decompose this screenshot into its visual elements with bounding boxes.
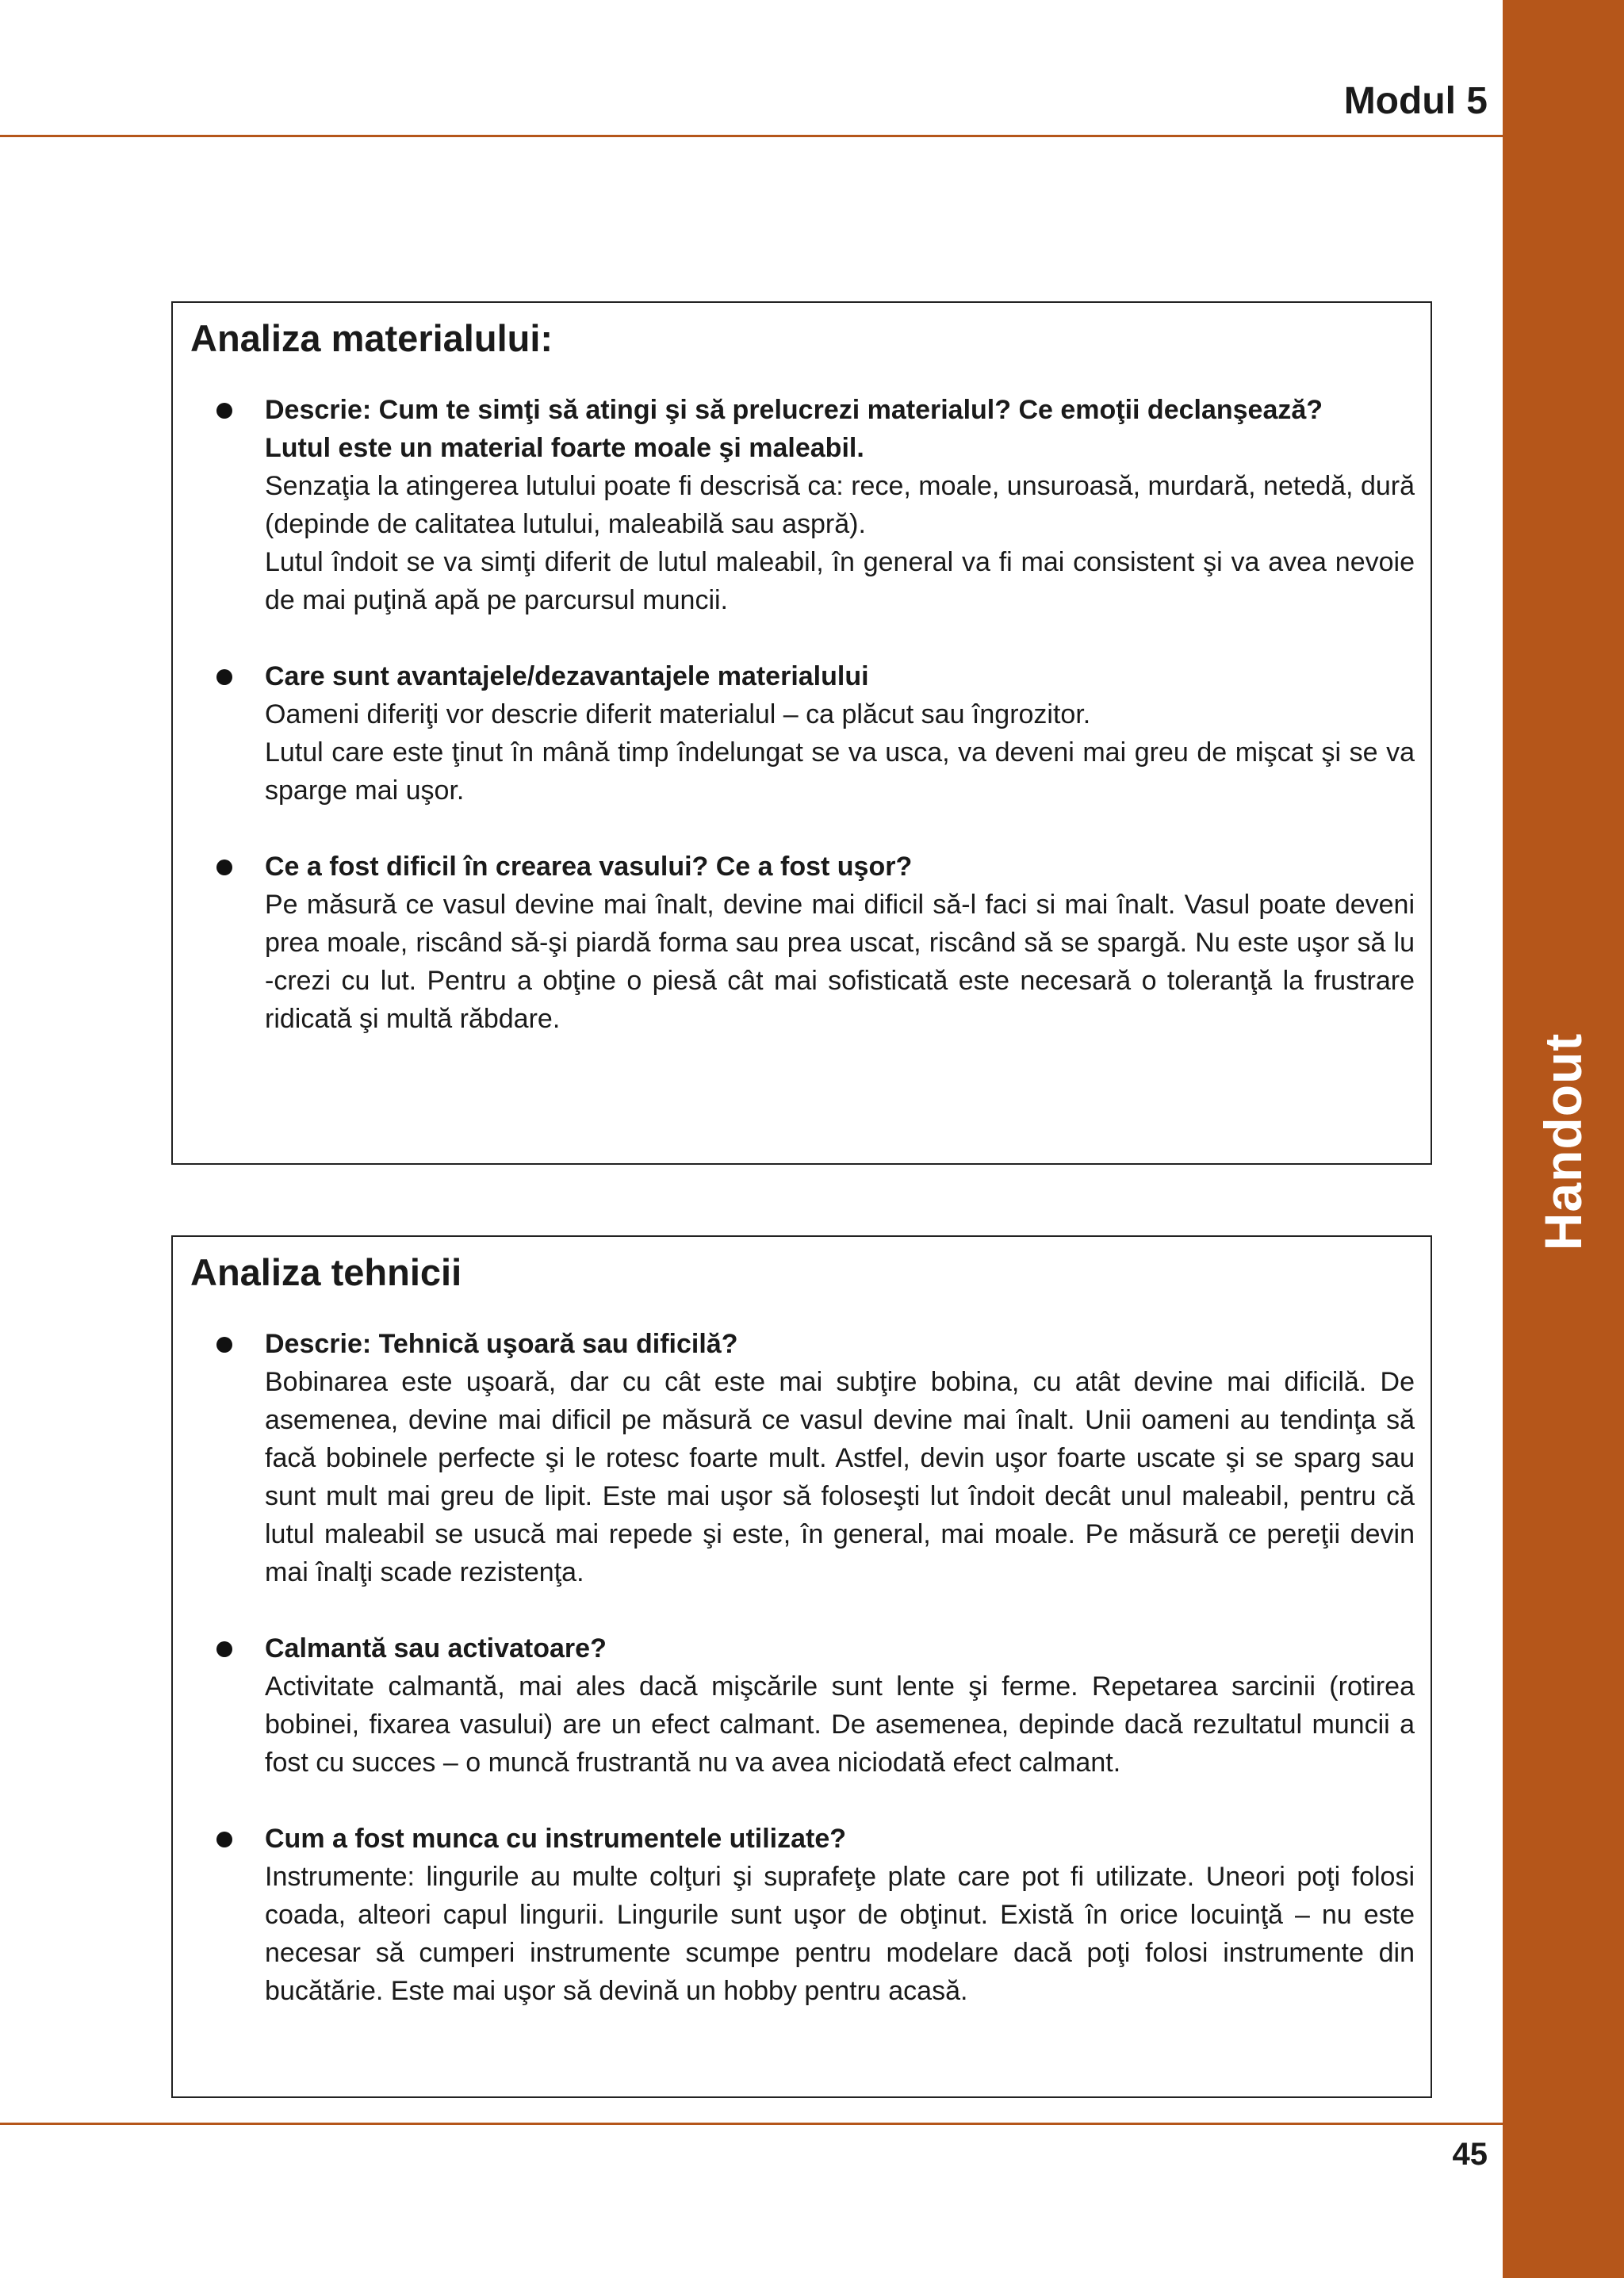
answer-text: Pe măsură ce vasul devine mai înalt, devine mai dificil să-l faci si mai înalt. Vasul poate deveni prea moale, riscând să-şi piardă forma sau prea uscat, riscând să se spargă. Nu este uşor să lu -crezi cu lut. Pentru a obţine o piesă cât mai sofisticată este necesară o toleranţă la frustrare ridicată şi multă răbdare. (265, 890, 1415, 1035)
footer-rule (0, 2123, 1503, 2125)
bullet-icon (216, 860, 232, 875)
answer-text: Bobinarea este uşoară, dar cu cât este mai subţire bobina, cu atât devine mai dificilă. De asemenea, devine mai dificil pe măsură ce vasul devine mai înalt. Unii oameni au tendinţa să facă bobinele perfecte şi le rotesc foarte mult. Astfel, devin uşor foarte uscate şi se sparg sau sunt mult mai greu de lipit. Este mai uşor să foloseşti lut îndoit decât unul maleabil, pentru că lutul maleabil se usucă mai repede şi este, în general, mai moale. Pe măsură ce pereţii devin mai înalţi scade rezistenţa. (265, 1367, 1415, 1588)
list-item (190, 848, 1415, 1038)
list-item (190, 1325, 1415, 1591)
bullet-icon (216, 1832, 232, 1847)
question-text: Cum a fost munca cu instrumentele utilizate? (265, 1824, 847, 1855)
answer-text: Instrumente: lingurile au multe colţuri şi suprafeţe plate care pot fi utilizate. Uneori poţi folosi coada, alteori capul lingurii. Lingurile sunt uşor de obţinut. Există în orice locuinţă – nu este necesar să cumperi instrumente scumpe pentru modelare dacă poţi folosi instrumente din bucătărie. Este mai uşor să devină un hobby pentru acasă. (265, 1862, 1415, 2007)
answer-text: Lutul care este ţinut în mână timp îndelungat se va usca, va deveni mai greu de mişcat şi se va sparge mai uşor. (265, 737, 1415, 806)
list-item (190, 391, 1415, 619)
question-text: Lutul este un material foarte moale şi maleabil. (265, 433, 864, 464)
section-technique-analysis (171, 1235, 1432, 2098)
module-title: Modul 5 (1343, 80, 1488, 122)
list-item (190, 657, 1415, 810)
list-item (190, 1820, 1415, 2010)
list-item (190, 1629, 1415, 1782)
section-title: Analiza tehnicii (190, 1251, 462, 1293)
header-rule (0, 135, 1503, 137)
question-text: Care sunt avantajele/dezavantajele materialului (265, 661, 869, 692)
answer-text: Lutul îndoit se va simţi diferit de lutul maleabil, în general va fi mai consistent şi va avea nevoie de mai puţină apă pe parcursul muncii. (265, 547, 1415, 616)
bullet-icon (216, 669, 232, 685)
answer-text: Oameni diferiţi vor descrie diferit materialul – ca plăcut sau îngrozitor. (265, 699, 1091, 730)
bullet-icon (216, 1337, 232, 1353)
page-number: 45 (1452, 2137, 1488, 2172)
question-text: Ce a fost dificil în crearea vasului? Ce a fost uşor? (265, 852, 913, 882)
question-text: Calmantă sau activatoare? (265, 1633, 607, 1664)
section-material-analysis (171, 301, 1432, 1165)
side-tab-label: Handout (1534, 1032, 1592, 1251)
bullet-icon (216, 403, 232, 419)
question-text: Descrie: Tehnică uşoară sau dificilă? (265, 1329, 738, 1360)
question-text: Descrie: Cum te simţi să atingi şi să prelucrezi materialul? Ce emoţii declanşează? (265, 395, 1323, 426)
bullet-icon (216, 1641, 232, 1657)
section-title: Analiza materialului: (190, 317, 553, 359)
answer-text: Activitate calmantă, mai ales dacă mişcările sunt lente şi ferme. Repetarea sarcinii (rotirea bobinei, fixarea vasului) are un efect calmant. De asemenea, depinde dacă rezultatul muncii a fost cu succes – o muncă frustrantă nu va avea niciodată efect calmant. (265, 1671, 1415, 1778)
answer-text: Senzaţia la atingerea lutului poate fi descrisă ca: rece, moale, unsuroasă, murdară, netedă, dură (depinde de calitatea lutului, maleabilă sau aspră). (265, 471, 1415, 540)
